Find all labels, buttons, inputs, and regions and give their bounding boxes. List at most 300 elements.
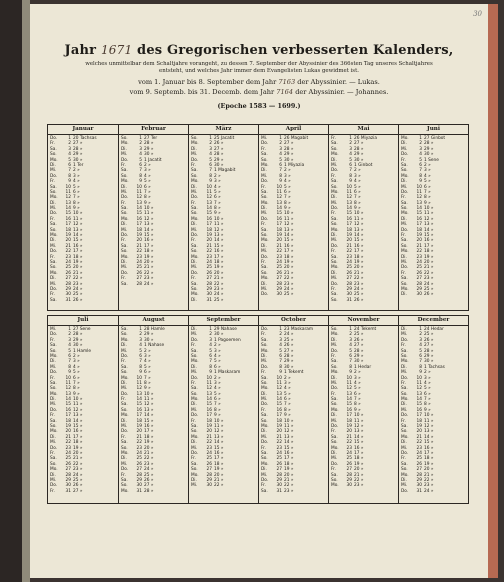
weekday: Mi. xyxy=(401,222,408,228)
abyssinian-date: 25 » xyxy=(214,297,224,303)
gregorian-day: 8 xyxy=(68,173,71,179)
gregorian-day: 17 xyxy=(416,222,422,228)
weekday: Sa. xyxy=(121,206,128,212)
weekday: Do. xyxy=(331,206,339,212)
weekday: Mi. xyxy=(50,364,57,370)
gregorian-day: 3 xyxy=(419,146,422,152)
gregorian-day: 3 xyxy=(279,337,282,343)
abyssinian-date: 9 » xyxy=(424,407,431,413)
day-row xyxy=(401,489,467,494)
abyssinian-date: 30 » xyxy=(144,152,154,158)
abyssinian-date: 20 » xyxy=(73,450,83,456)
weekday: Di. xyxy=(191,477,197,483)
abyssinian-date: 16 » xyxy=(284,243,294,249)
abyssinian-date: 20 » xyxy=(424,467,434,473)
abyssinian-date: 10 » xyxy=(73,397,83,403)
abyssinian-date: 4 » xyxy=(354,179,361,185)
gregorian-day: 3 xyxy=(139,146,142,152)
gregorian-day: 5 xyxy=(139,157,142,163)
weekday: Do. xyxy=(401,265,409,271)
gregorian-day: 3 xyxy=(209,337,212,343)
abyssinian-date: 25 Jacatit xyxy=(214,136,235,141)
gregorian-day: 25 xyxy=(276,456,282,462)
weekday: So. xyxy=(191,391,198,397)
abyssinian-date: 14 » xyxy=(284,440,294,446)
gregorian-day: 20 xyxy=(416,429,422,435)
abyssinian-date: 24 » xyxy=(144,281,154,287)
gregorian-day: 5 xyxy=(209,348,212,354)
abyssinian-date: 9 » xyxy=(354,407,361,413)
abyssinian-date: 22 » xyxy=(73,276,83,282)
abyssinian-date: 4 » xyxy=(73,179,80,185)
abyssinian-date: 8 » xyxy=(354,402,361,408)
gregorian-day: 4 xyxy=(349,152,352,158)
weekday: Sa. xyxy=(191,348,198,354)
abyssinian-date: 28 » xyxy=(144,488,154,494)
abyssinian-date: 18 » xyxy=(354,456,364,462)
gregorian-day: 16 xyxy=(136,216,142,222)
abyssinian-date: 15 » xyxy=(73,238,83,244)
weekday: Sa. xyxy=(50,380,57,386)
gregorian-day: 1 xyxy=(419,136,422,141)
abyssinian-date: 10 » xyxy=(284,211,294,217)
weekday: Do. xyxy=(261,292,269,298)
abyssinian-date: 1 Magabit xyxy=(214,168,236,174)
gregorian-day: 7 xyxy=(139,168,142,174)
abyssinian-date: 6 » xyxy=(214,364,221,370)
abyssinian-date: 3 » xyxy=(424,168,431,174)
month-name: April xyxy=(259,125,328,135)
weekday: Do. xyxy=(191,195,199,201)
abyssinian-date: 21 » xyxy=(354,472,364,478)
gregorian-day: 23 xyxy=(206,254,212,260)
gregorian-day: 27 xyxy=(136,276,142,282)
gregorian-day: 26 xyxy=(276,461,282,467)
weekday: Fr. xyxy=(121,276,126,282)
gregorian-day: 14 xyxy=(136,397,142,403)
weekday: Fr. xyxy=(401,418,406,424)
weekday: Sa. xyxy=(50,418,57,424)
month-column xyxy=(188,316,258,503)
weekday: Sa. xyxy=(191,424,198,430)
weekday: Di. xyxy=(401,141,407,147)
gregorian-day: 16 xyxy=(346,216,352,222)
abyssinian-date: 6 » xyxy=(284,397,291,403)
weekday: Do. xyxy=(121,429,129,435)
abyssinian-date: 29 » xyxy=(284,152,294,158)
abyssinian-date: 17 » xyxy=(424,450,434,456)
gregorian-day: 8 xyxy=(139,364,142,370)
weekday: Do. xyxy=(50,173,58,179)
abyssinian-date: 6 » xyxy=(424,184,431,190)
weekday: So. xyxy=(121,173,128,179)
abyssinian-date: 20 » xyxy=(214,270,224,276)
weekday: Mi. xyxy=(331,162,338,168)
weekday: Do. xyxy=(121,233,129,239)
weekday: Di. xyxy=(121,146,127,152)
gregorian-day: 19 xyxy=(276,424,282,430)
weekday: Mi. xyxy=(401,483,408,489)
abyssinian-date: 10 » xyxy=(144,206,154,212)
day-row xyxy=(331,298,397,303)
gregorian-day: 4 xyxy=(279,343,282,349)
gregorian-day: 9 xyxy=(419,370,422,376)
abyssinian-date: 12 » xyxy=(284,222,294,228)
abyssinian-date: 18 » xyxy=(354,254,364,260)
abyssinian-date: 4 » xyxy=(214,353,221,359)
weekday: So. xyxy=(331,440,338,446)
abyssinian-date: 30 » xyxy=(354,359,364,365)
abyssinian-date: 4 » xyxy=(214,386,221,392)
weekday: Di. xyxy=(191,364,197,370)
gregorian-day: 10 xyxy=(346,184,352,190)
gregorian-day: 21 xyxy=(65,434,71,440)
weekday: Sa. xyxy=(50,343,57,349)
weekday: Di. xyxy=(191,146,197,152)
abyssinian-date: 30 » xyxy=(284,157,294,163)
gregorian-day: 26 xyxy=(346,461,352,467)
gregorian-day: 9 xyxy=(279,179,282,185)
abyssinian-date: 29 » xyxy=(144,146,154,152)
gregorian-day: 31 xyxy=(136,488,142,494)
abyssinian-date: 20 » xyxy=(424,259,434,265)
gregorian-day: 19 xyxy=(416,424,422,430)
weekday: Di. xyxy=(50,472,56,478)
abyssinian-date: 22 » xyxy=(144,456,154,462)
weekday: Sa. xyxy=(50,456,57,462)
gregorian-day: 24 xyxy=(416,450,422,456)
weekday: So. xyxy=(191,353,198,359)
abyssinian-date: 2 » xyxy=(214,173,221,179)
weekday: Mo. xyxy=(50,467,58,473)
abyssinian-date: 8 » xyxy=(284,407,291,413)
gregorian-day: 12 xyxy=(276,386,282,392)
abyssinian-date: 30 » xyxy=(424,359,434,365)
weekday: Di. xyxy=(331,157,337,163)
gregorian-day: 10 xyxy=(65,375,71,381)
gregorian-day: 24 xyxy=(136,259,142,265)
abyssinian-date: 24 » xyxy=(424,281,434,287)
abyssinian-date: 5 » xyxy=(354,184,361,190)
gregorian-day: 12 xyxy=(346,195,352,201)
weekday: Di. xyxy=(331,233,337,239)
weekday: So. xyxy=(331,477,338,483)
abyssinian-date: 19 » xyxy=(424,254,434,260)
weekday: Mo. xyxy=(401,472,409,478)
gregorian-day: 14 xyxy=(346,397,352,403)
gregorian-day: 22 xyxy=(65,249,71,255)
abyssinian-date: 1 Pagoemen xyxy=(214,337,241,343)
gregorian-day: 14 xyxy=(206,397,212,403)
abyssinian-date: 30 » xyxy=(284,364,294,370)
weekday: Sa. xyxy=(50,222,57,228)
weekday: Fr. xyxy=(191,456,196,462)
weekday: Sa. xyxy=(261,189,268,195)
weekday: Do. xyxy=(191,337,199,343)
gregorian-day: 2 xyxy=(209,332,212,338)
weekday: Fr. xyxy=(401,343,406,349)
weekday: Do. xyxy=(191,375,199,381)
abyssinian-date: 22 » xyxy=(424,477,434,483)
weekday: Mi. xyxy=(50,402,57,408)
gregorian-day: 28 xyxy=(136,472,142,478)
weekday: Do. xyxy=(121,195,129,201)
weekday: Mo. xyxy=(191,254,199,260)
abyssinian-date: 5 » xyxy=(214,359,221,365)
weekday: Di. xyxy=(261,391,267,397)
gregorian-day: 3 xyxy=(349,337,352,343)
abyssinian-date: 29 » xyxy=(73,337,83,343)
gregorian-day: 8 xyxy=(139,173,142,179)
gregorian-day: 2 xyxy=(349,332,352,338)
gregorian-day: 13 xyxy=(346,200,352,206)
gregorian-day: 7 xyxy=(209,359,212,365)
gregorian-day: 22 xyxy=(65,440,71,446)
abyssinian-date: 21 » xyxy=(144,450,154,456)
abyssinian-date: 5 » xyxy=(284,184,291,190)
weekday: Do. xyxy=(401,488,409,494)
gregorian-day: 27 xyxy=(206,467,212,473)
gregorian-day: 28 xyxy=(416,472,422,478)
weekday: Mi. xyxy=(331,276,338,282)
abyssinian-date: 26 » xyxy=(73,297,83,303)
weekday: So. xyxy=(401,353,408,359)
gregorian-day: 30 xyxy=(136,483,142,489)
weekday: Mo. xyxy=(401,434,409,440)
gregorian-day: 18 xyxy=(65,227,71,233)
abyssinian-date: 4 » xyxy=(144,359,151,365)
abyssinian-date: 23 » xyxy=(424,276,434,282)
weekday: So. xyxy=(261,418,268,424)
weekday: So. xyxy=(50,386,57,392)
abyssinian-date: 19 » xyxy=(354,461,364,467)
abyssinian-date: 8 » xyxy=(424,195,431,201)
handwritten-abyssinian-year-2: 7164 xyxy=(276,88,294,96)
abyssinian-date: 11 » xyxy=(284,424,294,430)
abyssinian-date: 1 Ter xyxy=(73,162,84,168)
weekday: Di. xyxy=(50,397,56,403)
weekday: Sa. xyxy=(50,297,57,303)
weekday: Fr. xyxy=(121,200,126,206)
abyssinian-date: 9 » xyxy=(284,413,291,419)
gregorian-day: 10 xyxy=(206,184,212,190)
gregorian-day: 17 xyxy=(65,222,71,228)
weekday: Sa. xyxy=(261,413,268,419)
weekday: So. xyxy=(191,211,198,217)
month-column xyxy=(258,316,328,503)
weekday: Mo. xyxy=(191,216,199,222)
weekday: Mo. xyxy=(191,179,199,185)
weekday: Mi. xyxy=(261,136,268,141)
gregorian-day: 10 xyxy=(276,375,282,381)
weekday: Sa. xyxy=(261,450,268,456)
abyssinian-date: 2 » xyxy=(144,162,151,168)
weekday: Sa. xyxy=(401,461,408,467)
abyssinian-date: 9 » xyxy=(354,206,361,212)
abyssinian-date: 21 » xyxy=(284,477,294,483)
gregorian-day: 30 xyxy=(276,483,282,489)
gregorian-day: 17 xyxy=(346,222,352,228)
abyssinian-date: 7 » xyxy=(214,200,221,206)
gregorian-day: 21 xyxy=(136,434,142,440)
abyssinian-date: 22 » xyxy=(284,483,294,489)
weekday: Sa. xyxy=(121,327,128,332)
weekday: Mi. xyxy=(50,168,57,174)
abyssinian-date: 3 » xyxy=(144,353,151,359)
abyssinian-date: 25 » xyxy=(73,477,83,483)
page-title xyxy=(30,43,488,58)
weekday: Do. xyxy=(121,467,129,473)
abyssinian-date: 17 » xyxy=(73,249,83,255)
abyssinian-date: 4 » xyxy=(144,173,151,179)
gregorian-day: 22 xyxy=(416,249,422,255)
gregorian-day: 15 xyxy=(206,211,212,217)
weekday: Di. xyxy=(50,238,56,244)
gregorian-day: 13 xyxy=(65,391,71,397)
abyssinian-date: 28 » xyxy=(73,146,83,152)
gregorian-day: 15 xyxy=(65,211,71,217)
weekday: Di. xyxy=(261,467,267,473)
gregorian-day: 28 xyxy=(136,281,142,287)
weekday: Do. xyxy=(331,243,339,249)
abyssinian-date: 29 » xyxy=(424,353,434,359)
abyssinian-date: 22 » xyxy=(424,270,434,276)
weekday: Mo. xyxy=(50,157,58,163)
weekday: Fr. xyxy=(261,407,266,413)
abyssinian-date: 16 » xyxy=(354,445,364,451)
gregorian-day: 3 xyxy=(139,337,142,343)
gregorian-day: 19 xyxy=(136,233,142,239)
gregorian-day: 16 xyxy=(416,407,422,413)
gregorian-day: 5 xyxy=(349,157,352,163)
weekday: Mo. xyxy=(191,141,199,147)
month-column xyxy=(258,125,328,310)
gregorian-day: 11 xyxy=(206,380,212,386)
abyssinian-date: 6 » xyxy=(284,189,291,195)
abyssinian-date: 11 » xyxy=(424,211,434,217)
weekday: So. xyxy=(121,249,128,255)
gregorian-day: 15 xyxy=(346,211,352,217)
abyssinian-date: 15 » xyxy=(284,445,294,451)
weekday: Mo. xyxy=(331,189,339,195)
weekday: Fr. xyxy=(331,136,336,141)
gregorian-day: 16 xyxy=(65,407,71,413)
gregorian-day: 9 xyxy=(209,370,212,376)
gregorian-day: 19 xyxy=(416,233,422,239)
abyssinian-date: 13 » xyxy=(424,429,434,435)
abyssinian-date: 23 » xyxy=(354,281,364,287)
range2-prefix: vom 9. Septemb. bis 31. Decemb. dem Jahr xyxy=(129,88,275,96)
gregorian-day: 15 xyxy=(276,402,282,408)
abyssinian-date: 28 » xyxy=(284,146,294,152)
gregorian-day: 14 xyxy=(206,206,212,212)
abyssinian-date: 27 » xyxy=(144,483,154,489)
gregorian-day: 12 xyxy=(276,195,282,201)
weekday: Do. xyxy=(50,407,58,413)
abyssinian-date: 20 » xyxy=(214,472,224,478)
abyssinian-date: 2 » xyxy=(424,162,431,168)
gregorian-day: 17 xyxy=(276,222,282,228)
weekday: Mi. xyxy=(121,348,128,354)
weekday: Mo. xyxy=(50,270,58,276)
weekday: Sa. xyxy=(121,168,128,174)
abyssinian-date: 7 » xyxy=(284,195,291,201)
abyssinian-date: 8 » xyxy=(214,407,221,413)
abyssinian-date: 14 » xyxy=(214,238,224,244)
abyssinian-date: 2 » xyxy=(144,348,151,354)
gregorian-day: 5 xyxy=(68,157,71,163)
day-list xyxy=(261,327,327,494)
gregorian-day: 9 xyxy=(139,179,142,185)
gregorian-day: 1 xyxy=(279,327,282,332)
gregorian-day: 10 xyxy=(136,184,142,190)
gregorian-day: 24 xyxy=(206,450,212,456)
abyssinian-date: 5 » xyxy=(214,189,221,195)
weekday: So. xyxy=(401,391,408,397)
abyssinian-date: 28 Hamle xyxy=(144,327,165,332)
abyssinian-date: 22 » xyxy=(354,477,364,483)
abyssinian-date: 14 » xyxy=(284,233,294,239)
weekday: So. xyxy=(261,456,268,462)
weekday: Di. xyxy=(121,456,127,462)
gregorian-day: 1 xyxy=(279,136,282,141)
weekday: Fr. xyxy=(50,488,55,494)
title-prefix: Jahr xyxy=(64,43,97,58)
gregorian-day: 31 xyxy=(346,297,352,303)
weekday: Mo. xyxy=(331,332,339,338)
gregorian-day: 29 xyxy=(346,286,352,292)
gregorian-day: 24 xyxy=(65,259,71,265)
abyssinian-date: 23 » xyxy=(144,461,154,467)
abyssinian-date: 3 » xyxy=(214,348,221,354)
gregorian-day: 31 xyxy=(206,297,212,303)
abyssinian-date: 15 » xyxy=(424,440,434,446)
abyssinian-date: 17 » xyxy=(284,249,294,255)
abyssinian-date: 27 Ginbot xyxy=(424,136,446,141)
abyssinian-date: 23 » xyxy=(284,488,294,494)
gregorian-day: 13 xyxy=(276,200,282,206)
abyssinian-date: 6 » xyxy=(354,189,361,195)
abyssinian-date: 25 » xyxy=(73,292,83,298)
gregorian-day: 6 xyxy=(419,353,422,359)
gregorian-day: 28 xyxy=(206,281,212,287)
gregorian-day: 20 xyxy=(136,429,142,435)
day-list xyxy=(261,136,327,298)
abyssinian-date: 15 » xyxy=(214,243,224,249)
weekday: Di. xyxy=(401,254,407,260)
gregorian-day: 24 xyxy=(416,259,422,265)
weekday: Do. xyxy=(261,179,269,185)
abyssinian-date: 23 » xyxy=(354,483,364,489)
weekday: Do. xyxy=(261,254,269,260)
abyssinian-date: 28 » xyxy=(73,332,83,338)
weekday: So. xyxy=(191,136,198,141)
abyssinian-date: 18 » xyxy=(73,254,83,260)
abyssinian-date: 17 » xyxy=(354,249,364,255)
weekday: Di. xyxy=(121,380,127,386)
gregorian-day: 4 xyxy=(139,343,142,349)
gregorian-day: 26 xyxy=(206,461,212,467)
gregorian-day: 8 xyxy=(279,173,282,179)
gregorian-day: 26 xyxy=(65,270,71,276)
gregorian-day: 26 xyxy=(136,461,142,467)
weekday: Do. xyxy=(401,413,409,419)
gregorian-day: 28 xyxy=(346,281,352,287)
abyssinian-date: 19 » xyxy=(73,445,83,451)
month-name: Januar xyxy=(48,125,118,135)
weekday: Mo. xyxy=(401,397,409,403)
abyssinian-date: 23 » xyxy=(73,467,83,473)
